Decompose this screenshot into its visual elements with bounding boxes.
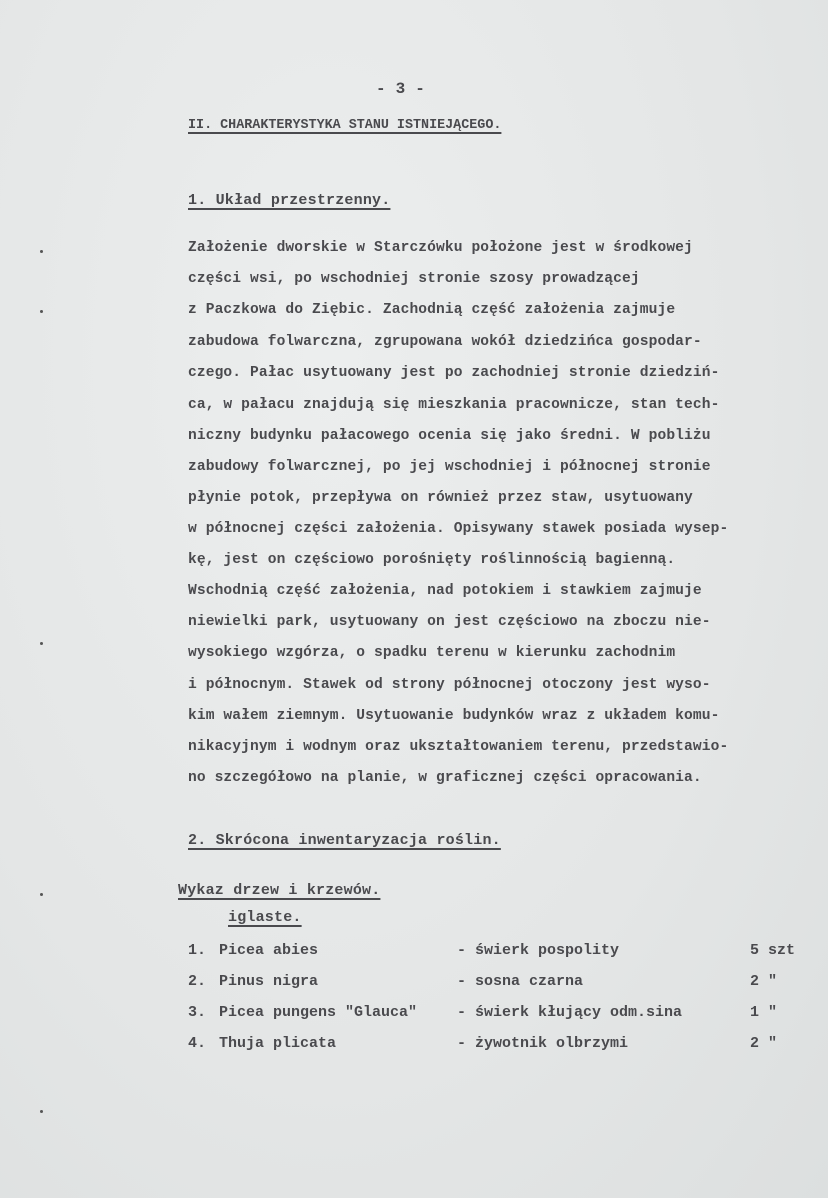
plant-polish-name: - żywotnik olbrzymi	[457, 1035, 629, 1052]
plant-list-heading: Wykaz drzew i krzewów.	[178, 882, 381, 899]
plant-polish-name: - świerk kłujący odm.sina	[457, 1004, 683, 1021]
plant-number: 1.	[188, 942, 207, 959]
paragraph-line: niczny budynku pałacowego ocenia się jako średni. W pobliżu	[188, 428, 711, 444]
paragraph-line: płynie potok, przepływa on również przez staw, usytuowany	[188, 490, 693, 506]
plant-number: 3.	[188, 1004, 207, 1021]
plant-number: 4.	[188, 1035, 207, 1052]
plant-latin-name: Thuja plicata	[219, 1035, 337, 1052]
plant-row	[0, 942, 828, 968]
section1-heading	[188, 192, 390, 209]
paragraph-line: zabudowy folwarcznej, po jej wschodniej i północnej stronie	[188, 459, 711, 475]
paragraph-line: no szczegółowo na planie, w graficznej części opracowania.	[188, 770, 702, 786]
plant-polish-name: - sosna czarna	[457, 973, 584, 990]
paragraph-line: ca, w pałacu znajdują się mieszkania pracownicze, stan tech-	[188, 397, 720, 413]
paragraph-line: i północnym. Stawek od strony północnej otoczony jest wyso-	[188, 677, 711, 693]
paragraph-line: czego. Pałac usytuowany jest po zachodniej stronie dziedziń-	[188, 365, 720, 381]
margin-punch-mark	[40, 1110, 43, 1113]
page-number: - 3 -	[376, 80, 426, 98]
plant-quantity: 5 szt	[750, 942, 796, 959]
paragraph-line: z Paczkowa do Ziębic. Zachodnią część założenia zajmuje	[188, 302, 676, 318]
margin-punch-mark	[40, 893, 43, 896]
paragraph-line: wysokiego wzgórza, o spadku terenu w kierunku zachodnim	[188, 645, 676, 661]
paragraph-line: Wschodnią część założenia, nad potokiem i stawkiem zajmuje	[188, 583, 702, 599]
plant-latin-name: Picea pungens "Glauca"	[219, 1004, 418, 1021]
plant-row	[0, 1004, 828, 1030]
paragraph-line: kę, jest on częściowo porośnięty roślinnością bagienną.	[188, 552, 676, 568]
plant-latin-name: Pinus nigra	[219, 973, 319, 990]
paragraph-line: Założenie dworskie w Starczówku położone jest w środkowej	[188, 240, 693, 256]
paragraph-line: w północnej części założenia. Opisywany stawek posiada wysep-	[188, 521, 729, 537]
plant-list-subheading: iglaste.	[228, 909, 302, 926]
paragraph-line: części wsi, po wschodniej stronie szosy prowadzącej	[188, 271, 640, 287]
margin-punch-mark	[40, 310, 43, 313]
section1-heading-text: 1. Układ przestrzenny.	[188, 192, 391, 209]
plant-quantity: 2 "	[750, 973, 778, 990]
paragraph-line: niewielki park, usytuowany on jest częściowo na zboczu nie-	[188, 614, 711, 630]
chapter-heading: II. CHARAKTERYSTYKA STANU ISTNIEJĄCEGO.	[188, 118, 502, 133]
plant-quantity: 1 "	[750, 1004, 778, 1021]
margin-punch-mark	[40, 642, 43, 645]
margin-punch-mark	[40, 250, 43, 253]
plant-row	[0, 1035, 828, 1061]
plant-row	[0, 973, 828, 999]
plant-latin-name: Picea abies	[219, 942, 319, 959]
plant-number: 2.	[188, 973, 207, 990]
plant-quantity: 2 "	[750, 1035, 778, 1052]
section2-heading-text: 2. Skrócona inwentaryzacja roślin.	[188, 832, 501, 849]
paragraph-line: nikacyjnym i wodnym oraz ukształtowaniem terenu, przedstawio-	[188, 739, 729, 755]
section2-heading	[188, 832, 501, 849]
plant-polish-name: - świerk pospolity	[457, 942, 620, 959]
paragraph-line: zabudowa folwarczna, zgrupowana wokół dziedzińca gospodar-	[188, 334, 702, 350]
paragraph-line: kim wałem ziemnym. Usytuowanie budynków wraz z układem komu-	[188, 708, 720, 724]
